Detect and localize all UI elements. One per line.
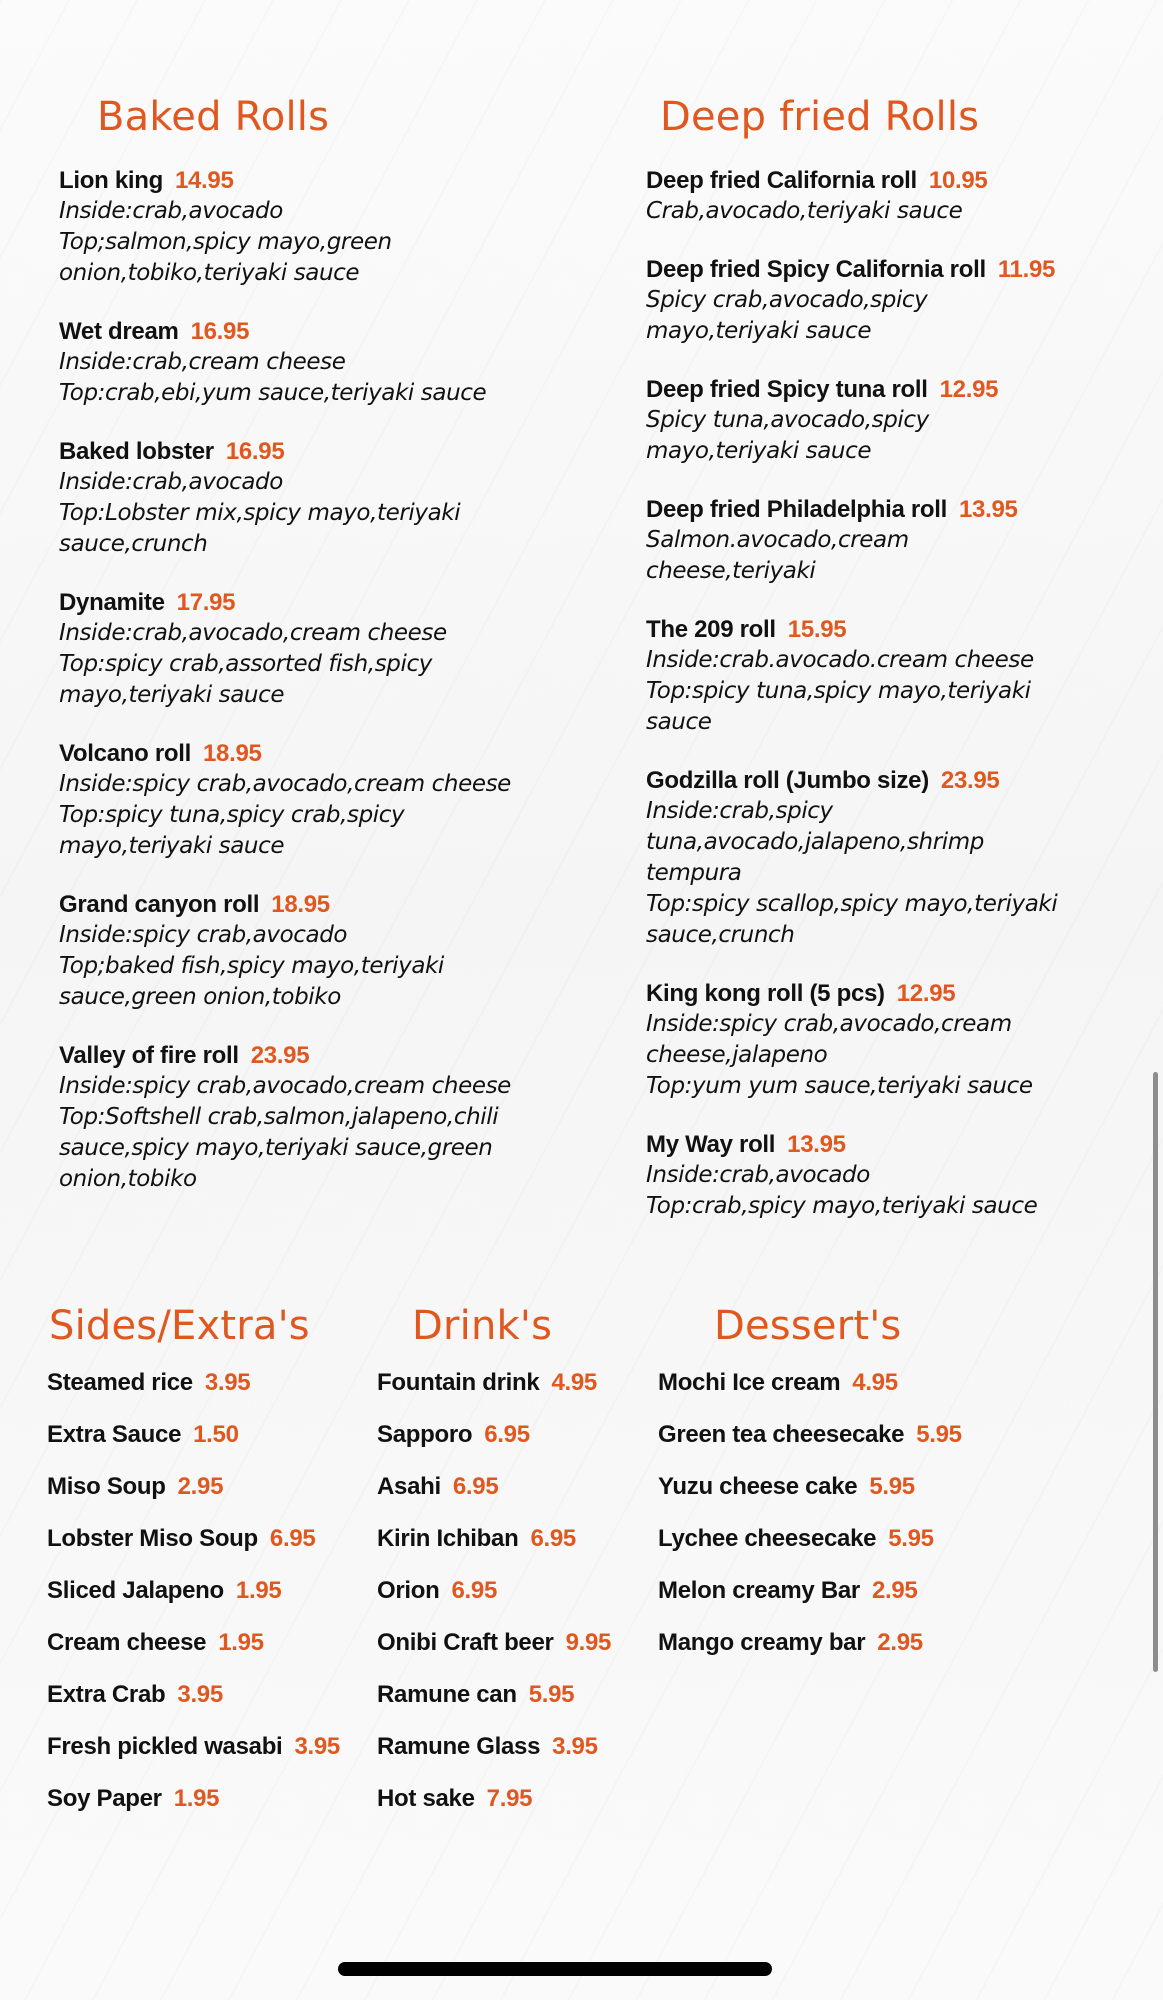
item-name: Deep fried Spicy California roll xyxy=(646,256,986,283)
description-line: Inside:spicy crab,avocado xyxy=(59,922,348,948)
item-price: 11.95 xyxy=(997,256,1056,283)
item-name: Deep fried Philadelphia roll xyxy=(646,496,947,523)
item-price: 23.95 xyxy=(250,1042,310,1069)
menu-item-ramune-glass xyxy=(377,1732,611,1784)
item-price: 14.95 xyxy=(174,167,234,194)
item-name: Kirin Ichiban xyxy=(377,1525,519,1552)
item-name: Green tea cheesecake xyxy=(658,1421,905,1448)
item-price: 16.95 xyxy=(190,318,250,345)
item-name: Volcano roll xyxy=(59,740,191,767)
description-line: Top;salmon,spicy mayo,green xyxy=(59,229,392,255)
description-line: Inside:crab,avocado xyxy=(59,469,283,495)
description-line: sauce,crunch xyxy=(59,531,208,557)
menu-item-lobster-miso-soup xyxy=(47,1524,340,1576)
menu-item-miso-soup xyxy=(47,1472,340,1524)
item-name: Ramune can xyxy=(377,1681,517,1708)
description-line: Inside:crab,cream cheese xyxy=(59,349,346,375)
menu-item-asahi xyxy=(377,1472,611,1524)
menu-item-wet-dream xyxy=(59,317,599,409)
menu-item-fresh-pickled-wasabi xyxy=(47,1732,340,1784)
menu-item-volcano-roll xyxy=(59,739,599,862)
menu-item-deep-fried-philadelphia-roll xyxy=(646,495,1163,587)
menu-item-the-209-roll xyxy=(646,615,1163,738)
item-price: 6.95 xyxy=(269,1525,316,1552)
description-line: onion,tobiko xyxy=(59,1166,197,1192)
description-line: Spicy crab,avocado,spicy xyxy=(646,287,928,313)
section-title-sides: Sides/Extra's xyxy=(49,1303,310,1349)
menu-item-cream-cheese xyxy=(47,1628,340,1680)
item-description xyxy=(59,618,599,711)
item-price: 6.95 xyxy=(530,1525,576,1552)
menu-item-baked-lobster xyxy=(59,437,599,560)
menu-item-sliced-jalapeno xyxy=(47,1576,340,1628)
item-price: 12.95 xyxy=(896,980,956,1007)
menu-item-green-tea-cheesecake xyxy=(658,1420,962,1472)
item-price: 17.95 xyxy=(176,589,236,616)
item-price: 12.95 xyxy=(939,376,999,403)
menu-item-deep-fried-california-roll xyxy=(646,166,1163,227)
item-description xyxy=(646,1009,1163,1102)
item-description xyxy=(646,525,1163,587)
description-line: mayo,teriyaki sauce xyxy=(59,682,285,708)
menu-item-orion xyxy=(377,1576,611,1628)
description-line: Inside:crab,spicy xyxy=(646,798,833,824)
item-price: 18.95 xyxy=(271,891,330,918)
section-title-deep-fried-rolls: Deep fried Rolls xyxy=(660,94,980,140)
description-line: Top:yum yum sauce,teriyaki sauce xyxy=(646,1073,1033,1099)
menu-item-deep-fried-spicy-california-roll xyxy=(646,255,1163,347)
item-price: 4.95 xyxy=(852,1369,898,1396)
description-line: Top:crab,spicy mayo,teriyaki sauce xyxy=(646,1193,1038,1219)
sides-list xyxy=(47,1368,340,1836)
item-price: 1.50 xyxy=(193,1421,239,1448)
item-name: Cream cheese xyxy=(47,1629,207,1656)
description-line: Top:spicy crab,assorted fish,spicy xyxy=(59,651,432,677)
description-line: Top:Lobster mix,spicy mayo,teriyaki xyxy=(59,500,461,526)
item-name: Soy Paper xyxy=(47,1785,162,1812)
item-name: Deep fried California roll xyxy=(646,167,917,194)
item-price: 1.95 xyxy=(173,1785,220,1812)
item-name: Yuzu cheese cake xyxy=(658,1473,858,1500)
description-line: Crab,avocado,teriyaki sauce xyxy=(646,198,963,224)
description-line: Top:spicy tuna,spicy mayo,teriyaki xyxy=(646,678,1031,704)
description-line: cheese,jalapeno xyxy=(646,1042,828,1068)
item-name: My Way roll xyxy=(646,1131,776,1158)
item-price: 23.95 xyxy=(940,767,1000,794)
menu-item-extra-crab xyxy=(47,1680,340,1732)
home-indicator[interactable] xyxy=(338,1962,772,1976)
menu-item-ramune-can xyxy=(377,1680,611,1732)
description-line: Inside:crab,avocado,cream cheese xyxy=(59,620,447,646)
item-description xyxy=(646,196,1163,227)
item-price: 2.95 xyxy=(177,1473,224,1500)
item-price: 3.95 xyxy=(204,1369,251,1396)
item-price: 3.95 xyxy=(552,1733,598,1760)
item-name: Fresh pickled wasabi xyxy=(47,1733,283,1760)
item-name: Valley of fire roll xyxy=(59,1042,239,1069)
menu-item-kirin-ichiban xyxy=(377,1524,611,1576)
menu-item-valley-of-fire-roll xyxy=(59,1041,599,1195)
item-name: Hot sake xyxy=(377,1785,475,1812)
item-price: 18.95 xyxy=(202,740,262,767)
item-description xyxy=(646,285,1163,347)
section-title-drinks: Drink's xyxy=(412,1303,553,1349)
menu-item-fountain-drink xyxy=(377,1368,611,1420)
menu-item-deep-fried-spicy-tuna-roll xyxy=(646,375,1163,467)
item-price: 6.95 xyxy=(452,1473,499,1500)
description-line: mayo,teriyaki sauce xyxy=(646,318,872,344)
item-description xyxy=(59,920,599,1013)
item-description xyxy=(59,769,599,862)
item-price: 5.95 xyxy=(916,1421,962,1448)
description-line: onion,tobiko,teriyaki sauce xyxy=(59,260,360,286)
item-name: Grand canyon roll xyxy=(59,891,260,918)
menu-item-lychee-cheesecake xyxy=(658,1524,962,1576)
item-description xyxy=(646,1160,1163,1222)
item-name: Dynamite xyxy=(59,589,165,616)
baked-rolls-list xyxy=(59,166,599,1223)
item-name: Ramune Glass xyxy=(377,1733,541,1760)
item-description xyxy=(59,1071,599,1195)
item-name: Orion xyxy=(377,1577,440,1604)
item-price: 6.95 xyxy=(484,1421,530,1448)
description-line: sauce,spicy mayo,teriyaki sauce,green xyxy=(59,1135,493,1161)
description-line: sauce xyxy=(646,709,712,735)
menu-item-mango-creamy-bar xyxy=(658,1628,962,1680)
menu-item-melon-creamy-bar xyxy=(658,1576,962,1628)
item-description xyxy=(646,796,1163,951)
menu-item-mochi-ice-cream xyxy=(658,1368,962,1420)
description-line: tempura xyxy=(646,860,742,886)
item-description xyxy=(646,645,1163,738)
item-name: Sliced Jalapeno xyxy=(47,1577,224,1604)
item-price: 13.95 xyxy=(787,1131,846,1158)
description-line: Top:Softshell crab,salmon,jalapeno,chili xyxy=(59,1104,499,1130)
description-line: mayo,teriyaki sauce xyxy=(59,833,285,859)
description-line: Top:spicy scallop,spicy mayo,teriyaki xyxy=(646,891,1058,917)
description-line: sauce,crunch xyxy=(646,922,795,948)
item-name: Lion king xyxy=(59,167,163,194)
drinks-list xyxy=(377,1368,611,1836)
description-line: Inside:spicy crab,avocado,cream xyxy=(646,1011,1012,1037)
item-price: 5.95 xyxy=(528,1681,575,1708)
item-name: Deep fried Spicy tuna roll xyxy=(646,376,928,403)
item-name: Extra Crab xyxy=(47,1681,166,1708)
desserts-list xyxy=(658,1368,962,1680)
menu-item-hot-sake xyxy=(377,1784,611,1836)
item-price: 1.95 xyxy=(218,1629,264,1656)
menu-item-sapporo xyxy=(377,1420,611,1472)
item-price: 7.95 xyxy=(486,1785,533,1812)
description-line: Salmon.avocado,cream xyxy=(646,527,909,553)
item-name: Onibi Craft beer xyxy=(377,1629,554,1656)
item-description xyxy=(646,405,1163,467)
description-line: Spicy tuna,avocado,spicy xyxy=(646,407,929,433)
menu-item-yuzu-cheese-cake xyxy=(658,1472,962,1524)
item-price: 3.95 xyxy=(177,1681,223,1708)
description-line: Top;baked fish,spicy mayo,teriyaki xyxy=(59,953,444,979)
item-name: Extra Sauce xyxy=(47,1421,182,1448)
menu-item-dynamite xyxy=(59,588,599,711)
menu-item-godzilla-roll xyxy=(646,766,1163,951)
item-name: Steamed rice xyxy=(47,1369,193,1396)
description-line: sauce,green onion,tobiko xyxy=(59,984,341,1010)
section-title-baked-rolls: Baked Rolls xyxy=(97,94,330,140)
menu-item-steamed-rice xyxy=(47,1368,340,1420)
item-name: King kong roll (5 pcs) xyxy=(646,980,885,1007)
item-name: Fountain drink xyxy=(377,1369,540,1396)
item-price: 9.95 xyxy=(565,1629,612,1656)
item-price: 15.95 xyxy=(787,616,847,643)
item-name: Lychee cheesecake xyxy=(658,1525,877,1552)
menu-item-onibi-craft-beer xyxy=(377,1628,611,1680)
description-line: Top:spicy tuna,spicy crab,spicy xyxy=(59,802,405,828)
item-name: Asahi xyxy=(377,1473,441,1500)
item-name: Baked lobster xyxy=(59,438,214,465)
item-name: Sapporo xyxy=(377,1421,473,1448)
item-price: 5.95 xyxy=(869,1473,915,1500)
item-description xyxy=(59,196,599,289)
description-line: Inside:spicy crab,avocado,cream cheese xyxy=(59,771,511,797)
item-price: 2.95 xyxy=(871,1577,918,1604)
item-name: Melon creamy Bar xyxy=(658,1577,860,1604)
item-name: Wet dream xyxy=(59,318,179,345)
menu-item-lion-king xyxy=(59,166,599,289)
item-price: 5.95 xyxy=(888,1525,934,1552)
item-price: 10.95 xyxy=(928,167,988,194)
section-title-desserts: Dessert's xyxy=(714,1303,902,1349)
deep-fried-rolls-list xyxy=(646,166,1163,1250)
description-line: Inside:spicy crab,avocado,cream cheese xyxy=(59,1073,511,1099)
item-price: 13.95 xyxy=(959,496,1018,523)
menu-item-soy-paper xyxy=(47,1784,340,1836)
description-line: Inside:crab.avocado.cream cheese xyxy=(646,647,1034,673)
description-line: Top:crab,ebi,yum sauce,teriyaki sauce xyxy=(59,380,487,406)
item-price: 6.95 xyxy=(451,1577,498,1604)
item-name: Godzilla roll (Jumbo size) xyxy=(646,767,929,794)
description-line: mayo,teriyaki sauce xyxy=(646,438,872,464)
description-line: Inside:crab,avocado xyxy=(59,198,283,224)
menu-item-extra-sauce xyxy=(47,1420,340,1472)
menu-item-grand-canyon-roll xyxy=(59,890,599,1013)
description-line: Inside:crab,avocado xyxy=(646,1162,870,1188)
item-price: 4.95 xyxy=(551,1369,597,1396)
description-line: tuna,avocado,jalapeno,shrimp xyxy=(646,829,984,855)
item-description xyxy=(59,467,599,560)
item-name: Mango creamy bar xyxy=(658,1629,866,1656)
item-name: Mochi Ice cream xyxy=(658,1369,841,1396)
item-price: 16.95 xyxy=(225,438,285,465)
menu-item-my-way-roll xyxy=(646,1130,1163,1222)
item-name: The 209 roll xyxy=(646,616,776,643)
item-name: Lobster Miso Soup xyxy=(47,1525,258,1552)
description-line: cheese,teriyaki xyxy=(646,558,816,584)
item-price: 1.95 xyxy=(235,1577,282,1604)
item-price: 3.95 xyxy=(294,1733,340,1760)
scrollbar[interactable] xyxy=(1153,1072,1158,1672)
menu-item-king-kong-roll xyxy=(646,979,1163,1102)
item-price: 2.95 xyxy=(877,1629,923,1656)
item-description xyxy=(59,347,599,409)
item-name: Miso Soup xyxy=(47,1473,166,1500)
